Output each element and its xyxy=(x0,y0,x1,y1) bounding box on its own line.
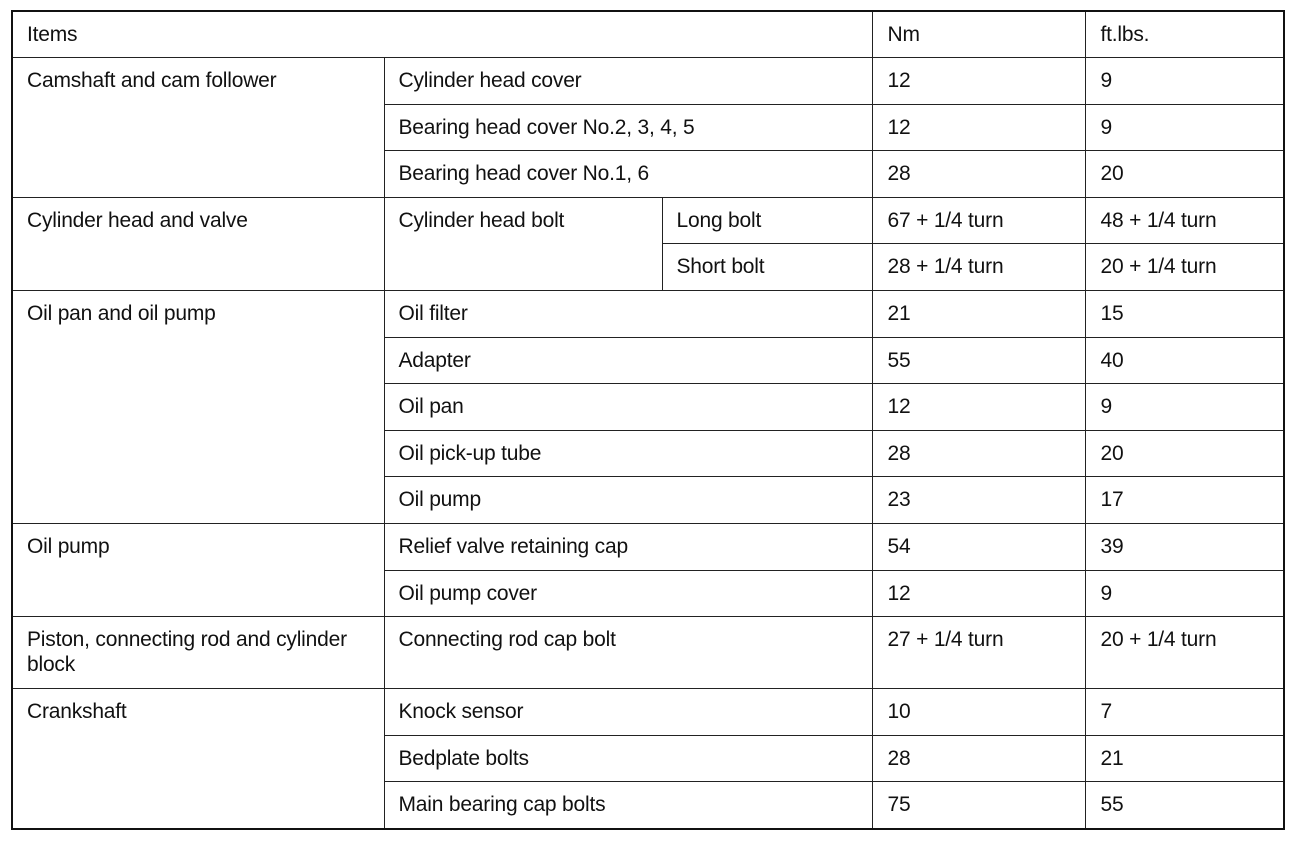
row-ftlbs: 20 + 1/4 turn xyxy=(1085,244,1284,291)
row-nm: 54 xyxy=(872,524,1085,571)
group-crankshaft: Crankshaft xyxy=(12,689,384,829)
row-item: Oil pump cover xyxy=(384,570,872,617)
row-item: Adapter xyxy=(384,337,872,384)
table-row xyxy=(12,58,1284,105)
row-nm: 75 xyxy=(872,782,1085,829)
row-nm: 28 xyxy=(872,151,1085,198)
group-oil-pump: Oil pump xyxy=(12,524,384,617)
header-nm: Nm xyxy=(872,11,1085,58)
row-item: Oil pan xyxy=(384,384,872,431)
row-nm: 12 xyxy=(872,58,1085,105)
row-ftlbs: 9 xyxy=(1085,104,1284,151)
row-subitem: Short bolt xyxy=(662,244,872,291)
header-items: Items xyxy=(12,11,872,58)
table-row xyxy=(12,524,1284,571)
row-item: Bearing head cover No.1, 6 xyxy=(384,151,872,198)
row-item: Bearing head cover No.2, 3, 4, 5 xyxy=(384,104,872,151)
row-item: Oil pump xyxy=(384,477,872,524)
row-nm: 67 + 1/4 turn xyxy=(872,197,1085,244)
row-item: Cylinder head cover xyxy=(384,58,872,105)
row-ftlbs: 20 xyxy=(1085,430,1284,477)
group-piston: Piston, connecting rod and cylinder block xyxy=(12,617,384,689)
row-item: Knock sensor xyxy=(384,689,872,736)
row-subitem: Long bolt xyxy=(662,197,872,244)
row-nm: 12 xyxy=(872,104,1085,151)
row-nm: 27 + 1/4 turn xyxy=(872,617,1085,689)
row-item: Connecting rod cap bolt xyxy=(384,617,872,689)
row-ftlbs: 39 xyxy=(1085,524,1284,571)
row-nm: 21 xyxy=(872,291,1085,338)
row-nm: 12 xyxy=(872,570,1085,617)
row-nm: 55 xyxy=(872,337,1085,384)
row-ftlbs: 9 xyxy=(1085,570,1284,617)
row-nm: 23 xyxy=(872,477,1085,524)
row-item: Cylinder head bolt xyxy=(384,197,662,290)
header-ftlbs: ft.lbs. xyxy=(1085,11,1284,58)
row-ftlbs: 7 xyxy=(1085,689,1284,736)
table-row xyxy=(12,197,1284,244)
row-ftlbs: 55 xyxy=(1085,782,1284,829)
table-row xyxy=(12,291,1284,338)
row-ftlbs: 17 xyxy=(1085,477,1284,524)
row-nm: 28 xyxy=(872,430,1085,477)
torque-spec-table xyxy=(11,10,1285,830)
row-nm: 28 xyxy=(872,735,1085,782)
row-item: Oil pick-up tube xyxy=(384,430,872,477)
table-row xyxy=(12,689,1284,736)
row-ftlbs: 9 xyxy=(1085,58,1284,105)
row-ftlbs: 48 + 1/4 turn xyxy=(1085,197,1284,244)
group-camshaft: Camshaft and cam follower xyxy=(12,58,384,198)
row-item: Oil filter xyxy=(384,291,872,338)
table-row xyxy=(12,617,1284,689)
row-item: Bedplate bolts xyxy=(384,735,872,782)
row-nm: 10 xyxy=(872,689,1085,736)
row-ftlbs: 15 xyxy=(1085,291,1284,338)
group-cylinder-head: Cylinder head and valve xyxy=(12,197,384,290)
row-item: Main bearing cap bolts xyxy=(384,782,872,829)
row-nm: 28 + 1/4 turn xyxy=(872,244,1085,291)
row-ftlbs: 20 xyxy=(1085,151,1284,198)
row-ftlbs: 21 xyxy=(1085,735,1284,782)
row-item: Relief valve retaining cap xyxy=(384,524,872,571)
table-header-row xyxy=(12,11,1284,58)
group-oil-pan: Oil pan and oil pump xyxy=(12,291,384,524)
row-ftlbs: 40 xyxy=(1085,337,1284,384)
row-ftlbs: 20 + 1/4 turn xyxy=(1085,617,1284,689)
row-nm: 12 xyxy=(872,384,1085,431)
row-ftlbs: 9 xyxy=(1085,384,1284,431)
